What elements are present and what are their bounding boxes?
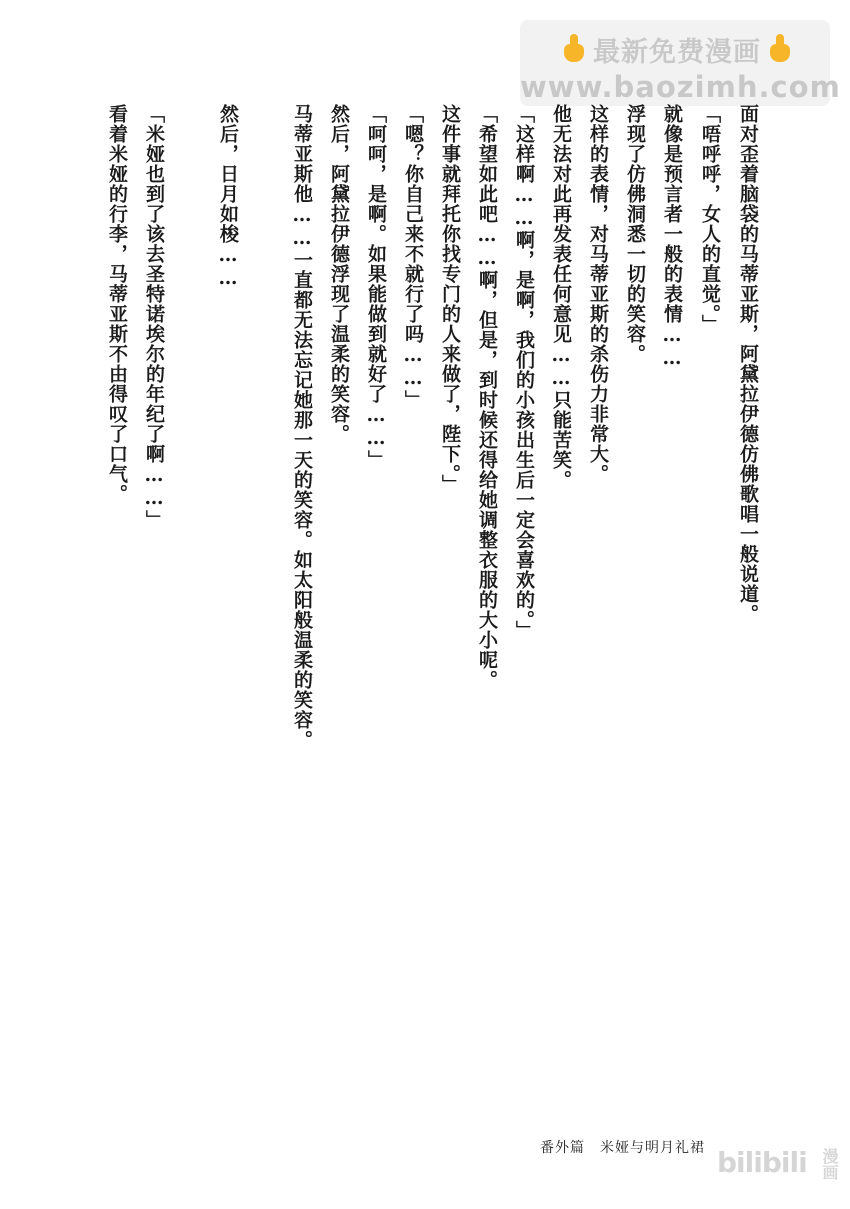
watermark-banner bbox=[520, 20, 841, 106]
pointing-hand-icon bbox=[767, 34, 793, 64]
watermark-line1 bbox=[532, 30, 822, 68]
text-column: 马蒂亚斯他……一直都无法忘记她那一天的笑容。如太阳般温柔的笑容。 bbox=[291, 104, 313, 750]
text-column: 「希望如此吧……啊，但是，到时候还得给她调整衣服的大小呢。 bbox=[476, 104, 498, 690]
chapter-title: 番外篇 米娅与明月礼裙 bbox=[540, 1140, 705, 1156]
text-column: 这件事就拜托你找专门的人来做了，陛下。」 bbox=[439, 104, 461, 495]
text-column: 「呵呵，是啊。如果能做到就好了……」 bbox=[365, 104, 387, 470]
text-column: 「唔呼呼，女人的直觉。」 bbox=[699, 104, 721, 335]
watermark-text: 最新免费漫画 bbox=[593, 36, 761, 68]
bilibili-logo: bilibili bbox=[717, 1146, 807, 1179]
text-column: 就像是预言者一般的表情…… bbox=[661, 104, 683, 370]
text-column: 「嗯？你自己来不就行了吗……」 bbox=[402, 104, 424, 410]
pointing-hand-icon bbox=[561, 34, 587, 64]
bilibili-logo-suffix: 漫画 bbox=[820, 1148, 839, 1180]
text-column: 「这样啊……啊，是啊，我们的小孩出生后一定会喜欢的。」 bbox=[513, 104, 535, 641]
text-column: 这样的表情，对马蒂亚斯的杀伤力非常大。 bbox=[587, 104, 609, 484]
text-column: 然后，日月如梭…… bbox=[217, 104, 239, 290]
text-column: 看着米娅的行李，马蒂亚斯不由得叹了口气。 bbox=[106, 104, 128, 504]
text-column: 他无法对此再发表任何意见……只能苦笑。 bbox=[550, 104, 572, 490]
watermark-url: www.baozimh.com bbox=[520, 70, 841, 104]
text-column: 然后，阿黛拉伊德浮现了温柔的笑容。 bbox=[328, 104, 350, 444]
text-column: 面对歪着脑袋的马蒂亚斯，阿黛拉伊德仿佛歌唱一般说道。 bbox=[737, 104, 759, 624]
text-column: 「米娅也到了该去圣特诺埃尔的年纪了啊……」 bbox=[143, 104, 165, 530]
text-column: 浮现了仿佛洞悉一切的笑容。 bbox=[624, 104, 646, 364]
